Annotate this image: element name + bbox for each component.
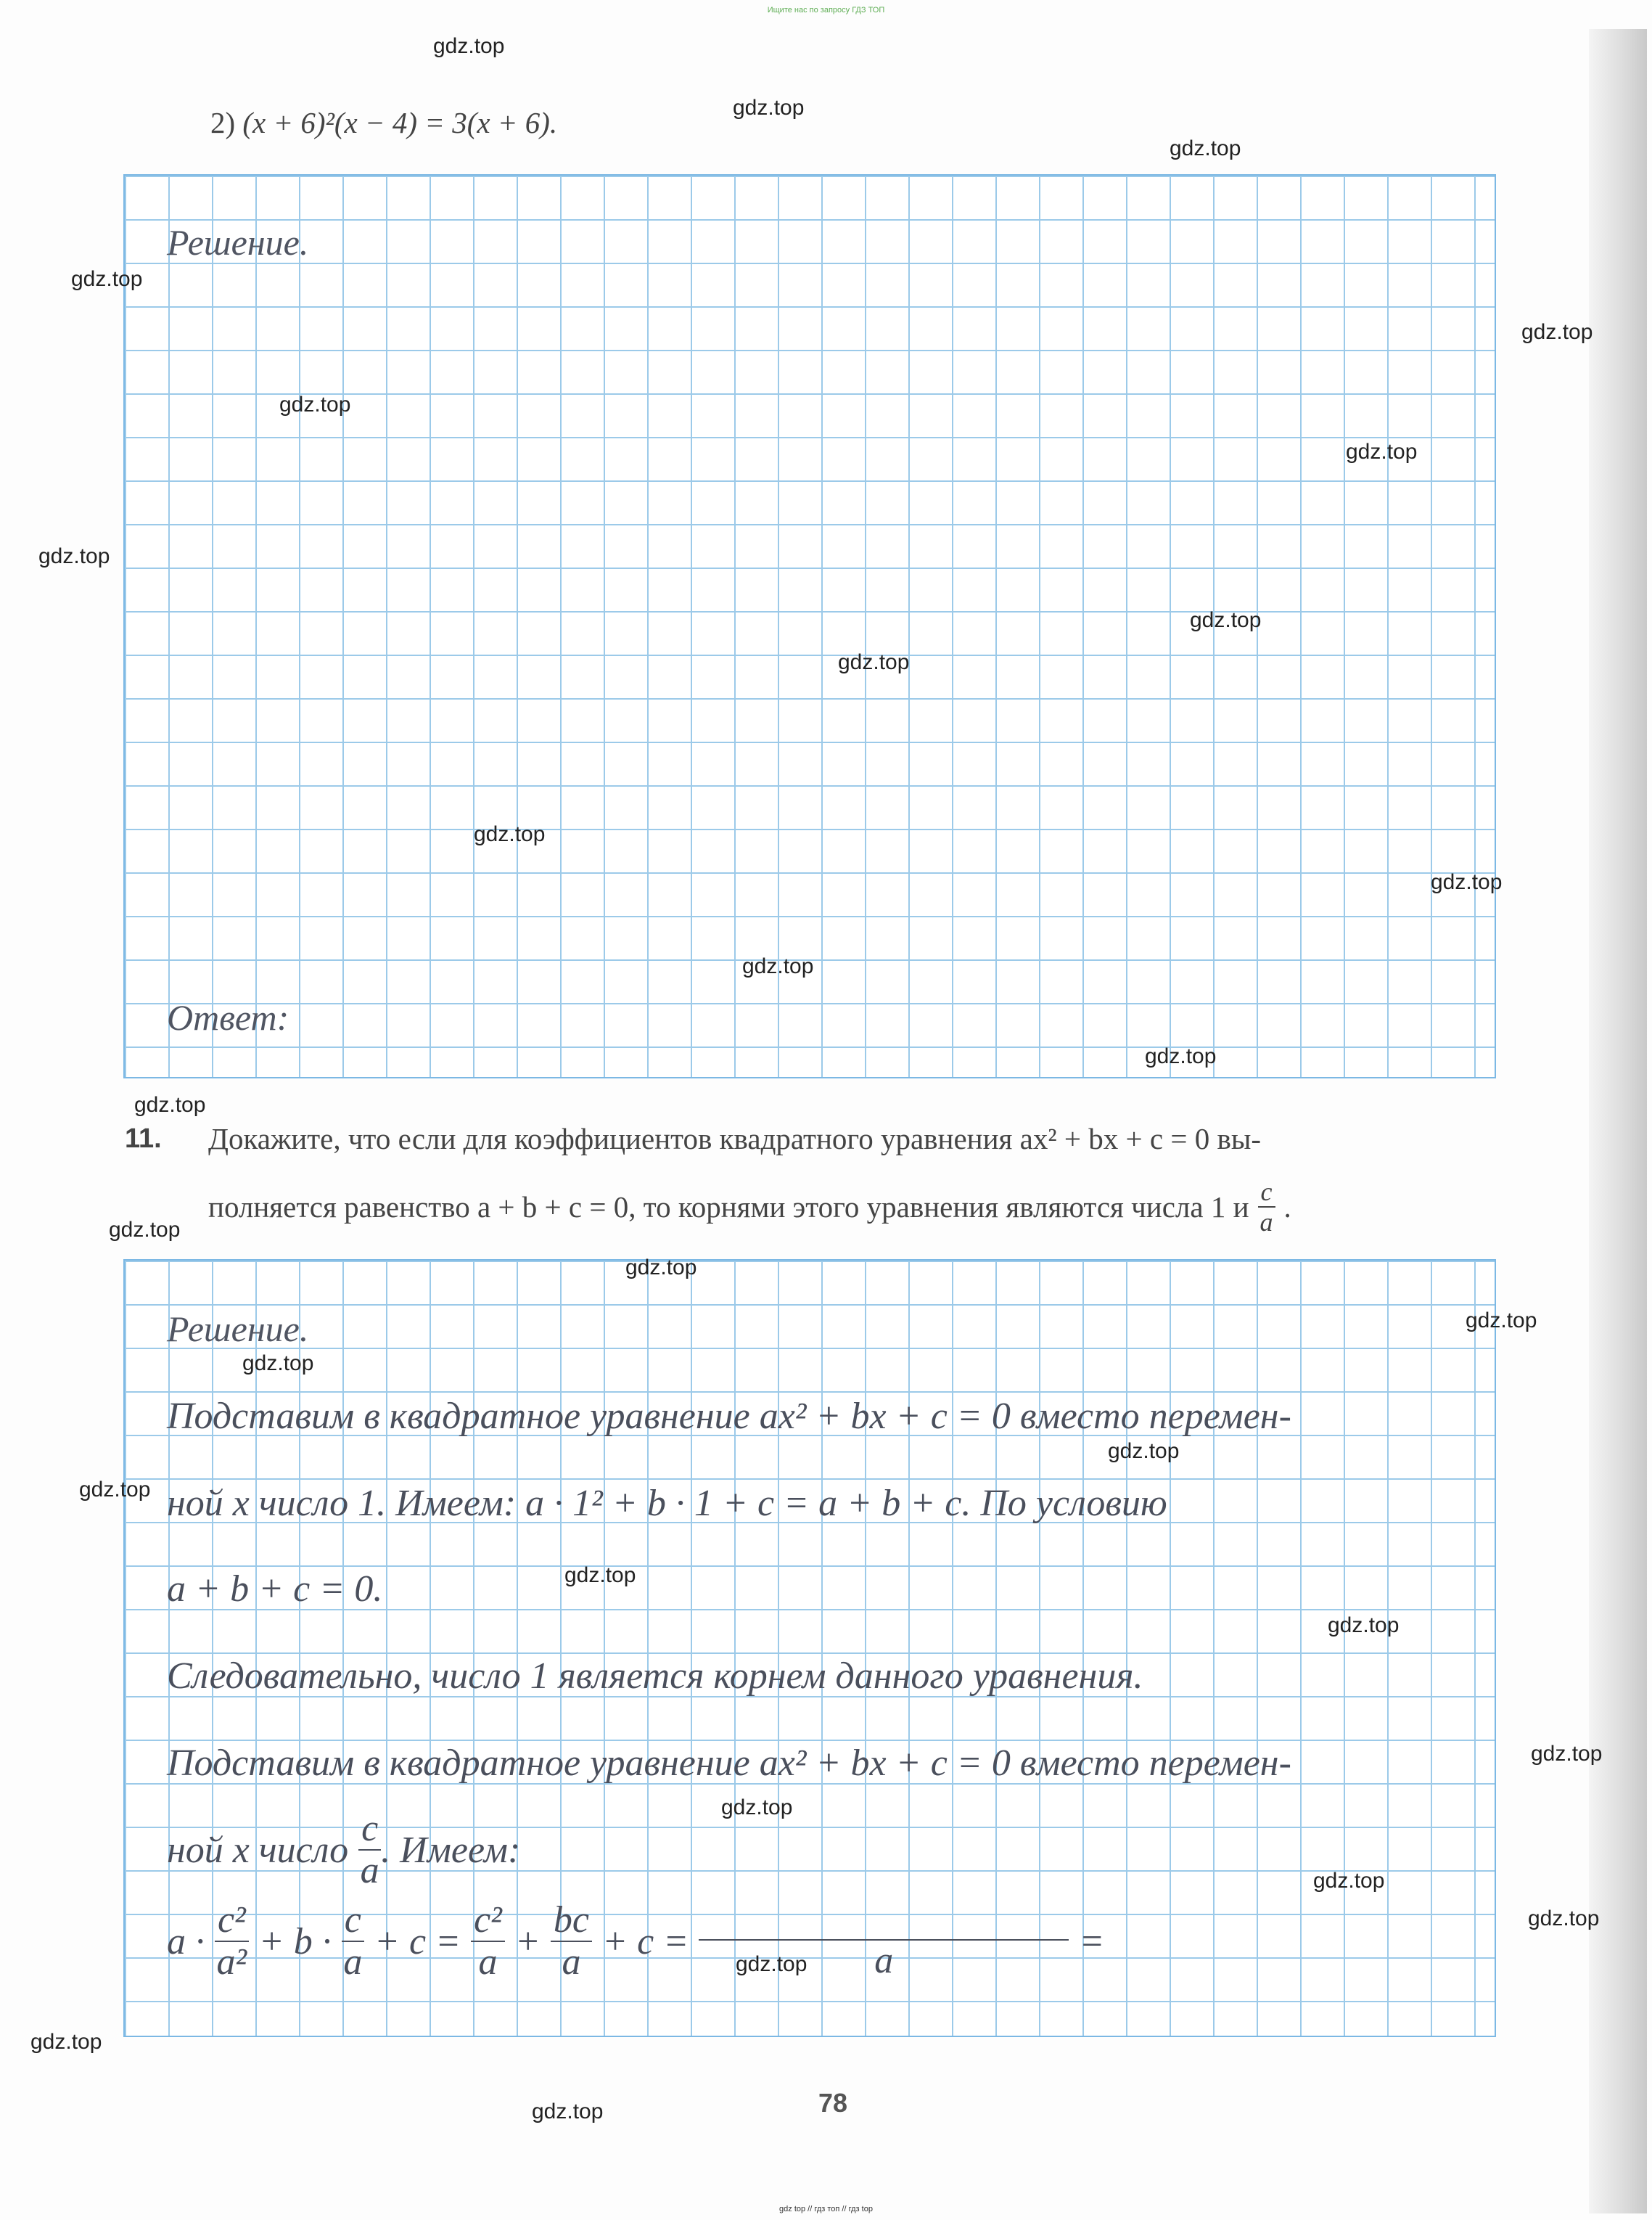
watermark: gdz.top: [474, 822, 546, 846]
watermark: gdz.top: [71, 267, 143, 291]
watermark: gdz.top: [742, 954, 814, 978]
box2-line-2: ной x число 1. Имеем: a · 1² + b · 1 + c = a + b + c. По условию: [167, 1483, 1167, 1524]
watermark: gdz.top: [1528, 1906, 1600, 1930]
formula-a-dot: a ·: [167, 1920, 205, 1962]
frac-c: c: [358, 1810, 381, 1851]
watermark: gdz.top: [38, 544, 110, 568]
watermark: gdz.top: [564, 1563, 636, 1587]
watermark: gdz.top: [30, 2030, 102, 2054]
formula-blank-numerator: [699, 1903, 1069, 1941]
formula-plus: +: [514, 1920, 541, 1962]
watermark: gdz.top: [242, 1351, 314, 1375]
box2-line-5: Подставим в квадратное уравнение ax² + bx + c = 0 вместо перемен-: [167, 1742, 1291, 1784]
formula-plus-c-eq: + c =: [374, 1920, 461, 1962]
frac-a: a: [360, 1850, 379, 1891]
frac-den: a: [478, 1941, 498, 1983]
watermark: gdz.top: [279, 393, 351, 417]
page-edge-shadow: [1589, 29, 1647, 2213]
box2-line-6: [167, 1810, 520, 1890]
frac-den: a: [874, 1940, 894, 1981]
formula-plus-b-dot: + b ·: [258, 1920, 332, 1962]
box2-line-6-fraction: [358, 1810, 381, 1890]
watermark: gdz.top: [109, 1218, 181, 1242]
frac-num: c: [342, 1901, 364, 1942]
watermark: gdz.top: [1431, 870, 1503, 894]
watermark: gdz.top: [1190, 608, 1262, 632]
top-banner: Ищите нас по запросу ГДЗ ТОП: [767, 6, 885, 15]
watermark: gdz.top: [433, 34, 505, 58]
watermark: gdz.top: [1521, 320, 1593, 344]
watermark: gdz.top: [1346, 440, 1418, 464]
task-11-frac-den: a: [1259, 1208, 1273, 1237]
task-11-number: 11.: [125, 1123, 162, 1154]
frac-num: c²: [471, 1901, 505, 1942]
task-2-number: 2): [210, 106, 236, 139]
box1-answer-label: Ответ:: [167, 997, 289, 1038]
watermark: gdz.top: [1108, 1439, 1180, 1463]
box2-line-4: Следовательно, число 1 является корнем данного уравнения.: [167, 1655, 1143, 1697]
task-11-line-1: Докажите, что если для коэффициентов квадратного уравнения ax² + bx + c = 0 вы-: [208, 1122, 1262, 1155]
box1-solution-label: Решение.: [167, 222, 309, 263]
watermark: gdz.top: [736, 1952, 807, 1976]
formula-frac-bc-a: [551, 1901, 592, 1981]
task-2-formula: (x + 6)²(x − 4) = 3(x + 6).: [242, 106, 558, 139]
frac-den: a: [343, 1941, 363, 1983]
watermark: gdz.top: [1313, 1869, 1385, 1893]
formula-frac-c-a: [342, 1901, 364, 1981]
box2-line-3: a + b + c = 0.: [167, 1568, 383, 1610]
formula-frac-c2-a: [471, 1901, 505, 1981]
page-number: 78: [818, 2088, 848, 2118]
watermark: gdz.top: [1145, 1044, 1217, 1068]
box2-line-6-start: ной x число: [167, 1829, 349, 1871]
task-11-line-2-text: полняется равенство a + b + c = 0, то корнями этого уравнения являются числа 1 и: [208, 1190, 1249, 1224]
watermark: gdz.top: [134, 1093, 206, 1117]
box2-formula-line: [167, 1901, 1104, 1981]
watermark: gdz.top: [733, 96, 805, 120]
frac-den: a²: [216, 1941, 247, 1983]
box2-line-1: Подставим в квадратное уравнение ax² + bx + c = 0 вместо перемен-: [167, 1396, 1291, 1437]
formula-plus-c-eq-2: + c =: [601, 1920, 689, 1962]
watermark: gdz.top: [721, 1795, 793, 1819]
watermark: gdz.top: [79, 1478, 151, 1502]
watermark: gdz.top: [532, 2100, 604, 2123]
frac-num: c²: [215, 1901, 249, 1942]
task-11-frac-num: c: [1258, 1179, 1275, 1208]
task-2-equation: [210, 105, 557, 140]
frac-num: bc: [551, 1901, 592, 1942]
box2-solution-label: Решение.: [167, 1308, 309, 1349]
watermark: gdz.top: [838, 650, 910, 674]
watermark: gdz.top: [625, 1256, 697, 1279]
formula-equals: =: [1079, 1920, 1105, 1962]
watermark: gdz.top: [1170, 136, 1241, 160]
watermark: gdz.top: [1531, 1742, 1603, 1766]
task-11-period: .: [1283, 1190, 1291, 1224]
bottom-banner: gdz top // гдз топ // гдз top: [779, 2205, 873, 2213]
task-11-line-2: [208, 1179, 1291, 1235]
answer-grid-1[interactable]: [123, 174, 1496, 1078]
frac-den: a: [562, 1941, 581, 1983]
box2-line-6-end: . Имеем:: [381, 1829, 521, 1871]
watermark: gdz.top: [1466, 1308, 1537, 1332]
formula-frac-c2-a2: [215, 1901, 249, 1981]
task-11-fraction: [1258, 1179, 1275, 1235]
watermark: gdz.top: [1328, 1613, 1400, 1637]
